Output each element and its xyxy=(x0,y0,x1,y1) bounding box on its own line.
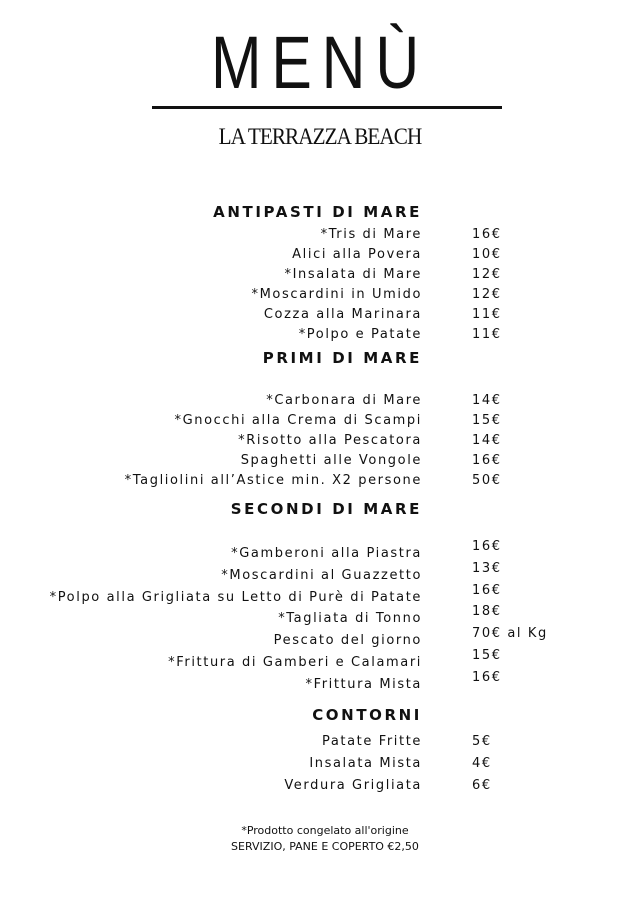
menu-item-price: 16€ xyxy=(472,227,502,242)
menu-item-name: *Polpo e Patate xyxy=(298,327,422,342)
menu-item-name: *Moscardini in Umido xyxy=(251,287,422,302)
service-charge: SERVIZIO, PANE E COPERTO €2,50 xyxy=(231,840,419,853)
page-title: MENÙ xyxy=(210,21,430,104)
menu-item-price: 13€ xyxy=(472,561,502,576)
menu-item-price: 5€ xyxy=(472,734,492,749)
menu-item-price: 4€ xyxy=(472,756,492,771)
menu-item-name: Spaghetti alle Vongole xyxy=(240,453,422,468)
menu-item-price: 16€ xyxy=(472,539,502,554)
restaurant-name: LA TERRAZZA BEACH xyxy=(218,124,422,149)
section-title-primi: PRIMI DI MARE xyxy=(262,349,422,367)
menu-item-name: *Carbonara di Mare xyxy=(266,393,422,408)
menu-item-price: 15€ xyxy=(472,648,502,663)
menu-item-name: Cozza alla Marinara xyxy=(263,307,422,322)
menu-item-price: 16€ xyxy=(472,453,502,468)
menu-item-name: *Gamberoni alla Piastra xyxy=(231,546,422,561)
menu-item-name: *Frittura Mista xyxy=(305,677,422,692)
menu-item-price: 18€ xyxy=(472,604,502,619)
section-title-antipasti: ANTIPASTI DI MARE xyxy=(213,203,422,221)
menu-item-name: *Moscardini al Guazzetto xyxy=(221,568,422,583)
frozen-note: *Prodotto congelato all'origine xyxy=(241,824,409,837)
menu-item-name: *Risotto alla Pescatora xyxy=(238,433,422,448)
menu-item-name: Patate Fritte xyxy=(322,734,422,749)
menu-item-name: *Insalata di Mare xyxy=(284,267,422,282)
menu-item-name: Verdura Grigliata xyxy=(284,778,422,793)
section-title-contorni: CONTORNI xyxy=(312,706,422,724)
menu-item-price: 12€ xyxy=(472,287,502,302)
menu-item-price: 16€ xyxy=(472,670,502,685)
menu-item-price: 70€ al Kg xyxy=(472,626,548,641)
menu-item-name: *Tris di Mare xyxy=(320,227,422,242)
menu-item-name: *Tagliolini all’Astice min. X2 persone xyxy=(124,473,422,488)
section-title-secondi: SECONDI DI MARE xyxy=(230,500,422,518)
menu-item-name: Pescato del giorno xyxy=(273,633,422,648)
menu-item-name: *Polpo alla Grigliata su Letto di Purè di Patate xyxy=(49,590,422,605)
menu-item-price: 6€ xyxy=(472,778,492,793)
menu-item-price: 12€ xyxy=(472,267,502,282)
menu-item-price: 11€ xyxy=(472,307,502,322)
menu-item-name: *Gnocchi alla Crema di Scampi xyxy=(174,413,422,428)
menu-item-name: Insalata Mista xyxy=(309,756,422,771)
title-divider xyxy=(152,106,502,109)
menu-item-price: 14€ xyxy=(472,393,502,408)
menu-item-price: 16€ xyxy=(472,583,502,598)
menu-item-name: Alici alla Povera xyxy=(292,247,422,262)
menu-item-name: *Frittura di Gamberi e Calamari xyxy=(168,655,422,670)
menu-item-price: 15€ xyxy=(472,413,502,428)
menu-item-price: 14€ xyxy=(472,433,502,448)
menu-item-price: 50€ xyxy=(472,473,502,488)
menu-item-price: 10€ xyxy=(472,247,502,262)
menu-item-name: *Tagliata di Tonno xyxy=(278,611,422,626)
menu-item-price: 11€ xyxy=(472,327,502,342)
